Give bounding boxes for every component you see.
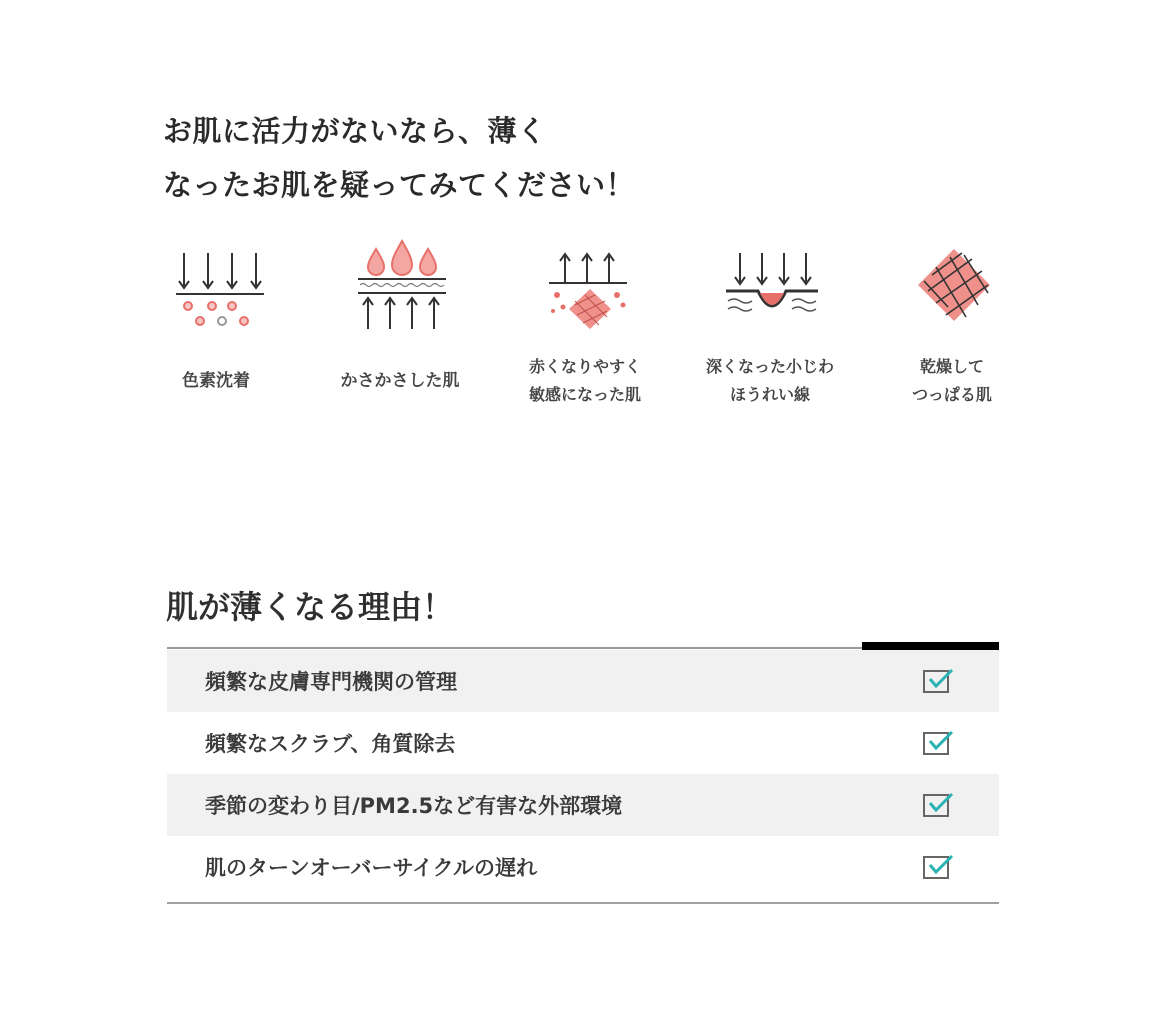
checkbox-checked-icon <box>922 729 956 757</box>
reason-text: 頻繁なスクラブ、角質除去 <box>205 732 456 756</box>
wrinkle-icon <box>720 235 820 335</box>
reason-text: 肌のターンオーバーサイクルの遅れ <box>205 856 538 880</box>
symptom-redness <box>505 235 665 409</box>
list-item <box>167 712 999 774</box>
reasons-title: 肌が薄くなる理由！ <box>166 588 455 626</box>
list-item <box>167 836 999 898</box>
symptom-label: かさかさした肌 <box>340 371 460 391</box>
list-item <box>167 774 999 836</box>
checkbox-checked-icon <box>922 667 956 695</box>
list-item <box>167 650 999 712</box>
symptom-label-line-2: ほうれい線 <box>729 385 810 404</box>
symptom-dry-skin <box>320 235 480 395</box>
symptom-label-line-1: 赤くなりやすく <box>528 357 641 376</box>
tight-skin-icon <box>902 235 1002 335</box>
symptom-label-line-2: 敏感になった肌 <box>528 385 641 404</box>
headline-line-2: なったお肌を疑ってみてください！ <box>163 168 636 202</box>
reason-text: 季節の変わり目/PM2.5など有害な外部環境 <box>205 794 623 818</box>
pigmentation-icon <box>166 235 266 335</box>
symptom-tight-skin <box>872 235 1032 409</box>
checkbox-checked-icon <box>922 853 956 881</box>
headline <box>163 104 635 212</box>
redness-icon <box>535 235 635 335</box>
checkbox-checked-icon <box>922 791 956 819</box>
symptom-label: 色素沈着 <box>182 371 250 391</box>
symptom-label-line-1: 深くなった小じわ <box>705 357 834 376</box>
headline-line-1: お肌に活力がないなら、薄く <box>163 114 547 148</box>
symptom-icons-row <box>150 235 1020 425</box>
symptom-label-line-1: 乾燥して <box>919 357 984 376</box>
table-bottom-rule <box>167 902 999 904</box>
symptom-wrinkles <box>690 235 850 409</box>
reasons-list <box>167 650 999 898</box>
dry-skin-icon <box>350 235 450 335</box>
symptom-label-line-2: つっぱる肌 <box>912 385 992 404</box>
symptom-pigmentation <box>136 235 296 395</box>
reason-text: 頻繁な皮膚専門機関の管理 <box>205 670 457 694</box>
